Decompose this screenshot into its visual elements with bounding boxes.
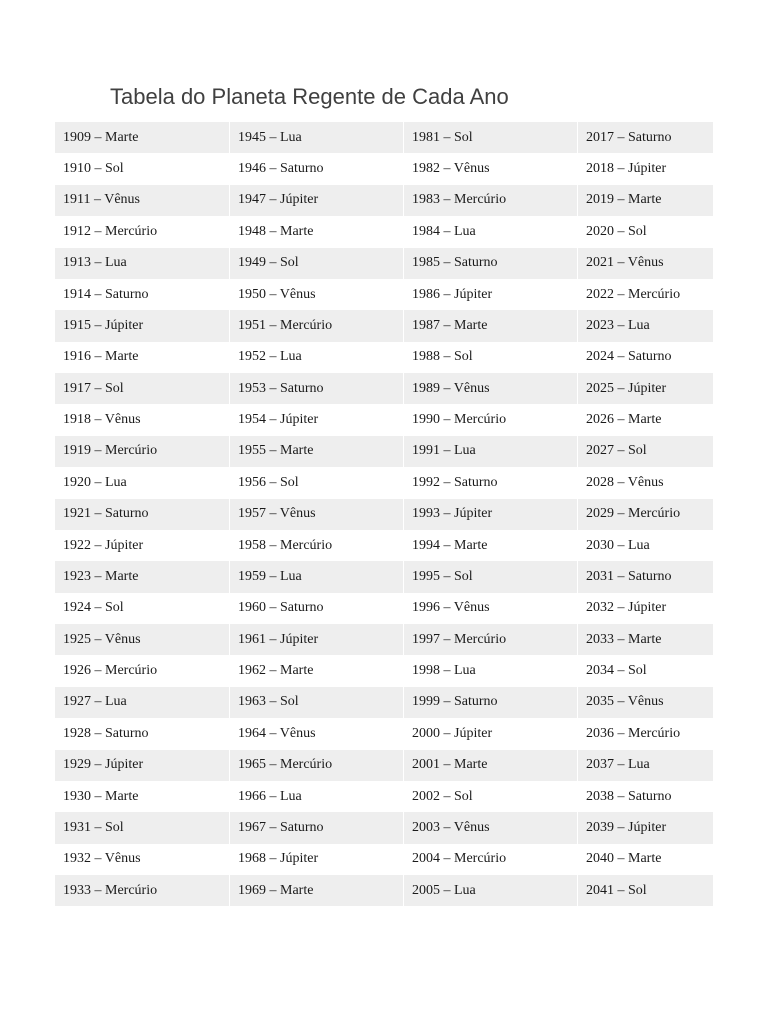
table-cell: 2035 – Vênus [577,687,713,718]
table-cell: 1912 – Mercúrio [55,216,229,247]
table-row [55,655,713,686]
table-cell: 2027 – Sol [577,436,713,467]
table-cell: 2017 – Saturno [577,122,713,153]
table-cell: 1969 – Marte [229,875,403,906]
table-cell: 2030 – Lua [577,530,713,561]
table-cell: 1985 – Saturno [403,248,577,279]
table-row [55,750,713,781]
table-cell: 1950 – Vênus [229,279,403,310]
table-cell: 1921 – Saturno [55,499,229,530]
table-cell: 1953 – Saturno [229,373,403,404]
table-row [55,467,713,498]
table-cell: 1946 – Saturno [229,153,403,184]
table-cell: 1954 – Júpiter [229,404,403,435]
table-cell: 2020 – Sol [577,216,713,247]
table-cell: 2028 – Vênus [577,467,713,498]
table-cell: 1952 – Lua [229,342,403,373]
table-cell: 1910 – Sol [55,153,229,184]
table-cell: 1957 – Vênus [229,499,403,530]
table-cell: 1929 – Júpiter [55,750,229,781]
table-cell: 1992 – Saturno [403,467,577,498]
table-row [55,530,713,561]
table-cell: 2019 – Marte [577,185,713,216]
table-row [55,153,713,184]
table-cell: 2005 – Lua [403,875,577,906]
table-cell: 2022 – Mercúrio [577,279,713,310]
table-cell: 2032 – Júpiter [577,593,713,624]
table-cell: 1922 – Júpiter [55,530,229,561]
table-row [55,404,713,435]
table-cell: 1966 – Lua [229,781,403,812]
table-cell: 2025 – Júpiter [577,373,713,404]
table-cell: 1989 – Vênus [403,373,577,404]
table-cell: 1968 – Júpiter [229,844,403,875]
table-cell: 1959 – Lua [229,561,403,592]
table-row [55,875,713,906]
table-body [55,122,713,906]
table-row [55,436,713,467]
table-cell: 1931 – Sol [55,812,229,843]
table-cell: 1964 – Vênus [229,718,403,749]
table-cell: 1955 – Marte [229,436,403,467]
table-cell: 1993 – Júpiter [403,499,577,530]
table-cell: 1961 – Júpiter [229,624,403,655]
table-cell: 1958 – Mercúrio [229,530,403,561]
table-row [55,499,713,530]
table-cell: 1999 – Saturno [403,687,577,718]
table-cell: 2003 – Vênus [403,812,577,843]
table-cell: 1991 – Lua [403,436,577,467]
table-cell: 2002 – Sol [403,781,577,812]
table-cell: 1915 – Júpiter [55,310,229,341]
table-cell: 1909 – Marte [55,122,229,153]
table-cell: 1982 – Vênus [403,153,577,184]
table-cell: 2023 – Lua [577,310,713,341]
table-cell: 1917 – Sol [55,373,229,404]
table-row [55,185,713,216]
table-cell: 2026 – Marte [577,404,713,435]
table-cell: 1994 – Marte [403,530,577,561]
table-cell: 2029 – Mercúrio [577,499,713,530]
table-cell: 2039 – Júpiter [577,812,713,843]
table-cell: 1983 – Mercúrio [403,185,577,216]
table-cell: 1945 – Lua [229,122,403,153]
table-cell: 1923 – Marte [55,561,229,592]
table-row [55,216,713,247]
table-cell: 2033 – Marte [577,624,713,655]
table-row [55,122,713,153]
table-cell: 1911 – Vênus [55,185,229,216]
table-cell: 2037 – Lua [577,750,713,781]
table-cell: 2000 – Júpiter [403,718,577,749]
table-row [55,624,713,655]
table-cell: 1960 – Saturno [229,593,403,624]
table-cell: 1981 – Sol [403,122,577,153]
table-cell: 1949 – Sol [229,248,403,279]
table-cell: 1965 – Mercúrio [229,750,403,781]
table-row [55,593,713,624]
table-cell: 1996 – Vênus [403,593,577,624]
table-cell: 1963 – Sol [229,687,403,718]
table-row [55,718,713,749]
table-cell: 2031 – Saturno [577,561,713,592]
table-row [55,279,713,310]
table-cell: 2018 – Júpiter [577,153,713,184]
table-cell: 2021 – Vênus [577,248,713,279]
table-row [55,687,713,718]
table-cell: 1930 – Marte [55,781,229,812]
table-cell: 2040 – Marte [577,844,713,875]
table-row [55,248,713,279]
table-cell: 1916 – Marte [55,342,229,373]
table-cell: 1925 – Vênus [55,624,229,655]
table-cell: 1956 – Sol [229,467,403,498]
table-cell: 1933 – Mercúrio [55,875,229,906]
page-title: Tabela do Planeta Regente de Cada Ano [110,84,509,109]
table-cell: 2038 – Saturno [577,781,713,812]
table-cell: 1990 – Mercúrio [403,404,577,435]
table-row [55,781,713,812]
table-cell: 2001 – Marte [403,750,577,781]
table-cell: 2041 – Sol [577,875,713,906]
table-cell: 1920 – Lua [55,467,229,498]
table-cell: 1967 – Saturno [229,812,403,843]
table-cell: 1928 – Saturno [55,718,229,749]
planet-year-table [55,122,713,906]
table-cell: 1914 – Saturno [55,279,229,310]
table-cell: 1932 – Vênus [55,844,229,875]
table-cell: 1998 – Lua [403,655,577,686]
table-cell: 1948 – Marte [229,216,403,247]
table-cell: 1984 – Lua [403,216,577,247]
table-cell: 2034 – Sol [577,655,713,686]
table-cell: 1926 – Mercúrio [55,655,229,686]
table-row [55,342,713,373]
table-cell: 1947 – Júpiter [229,185,403,216]
table-cell: 1918 – Vênus [55,404,229,435]
table-cell: 2004 – Mercúrio [403,844,577,875]
table-row [55,812,713,843]
table-row [55,844,713,875]
table-cell: 1997 – Mercúrio [403,624,577,655]
table-cell: 1919 – Mercúrio [55,436,229,467]
table-cell: 1951 – Mercúrio [229,310,403,341]
table-row [55,561,713,592]
table-cell: 1988 – Sol [403,342,577,373]
table-cell: 1986 – Júpiter [403,279,577,310]
table-cell: 2024 – Saturno [577,342,713,373]
table-cell: 2036 – Mercúrio [577,718,713,749]
table-cell: 1927 – Lua [55,687,229,718]
table-cell: 1987 – Marte [403,310,577,341]
table-cell: 1913 – Lua [55,248,229,279]
table-cell: 1995 – Sol [403,561,577,592]
table-row [55,310,713,341]
table-cell: 1924 – Sol [55,593,229,624]
table-row [55,373,713,404]
table-cell: 1962 – Marte [229,655,403,686]
